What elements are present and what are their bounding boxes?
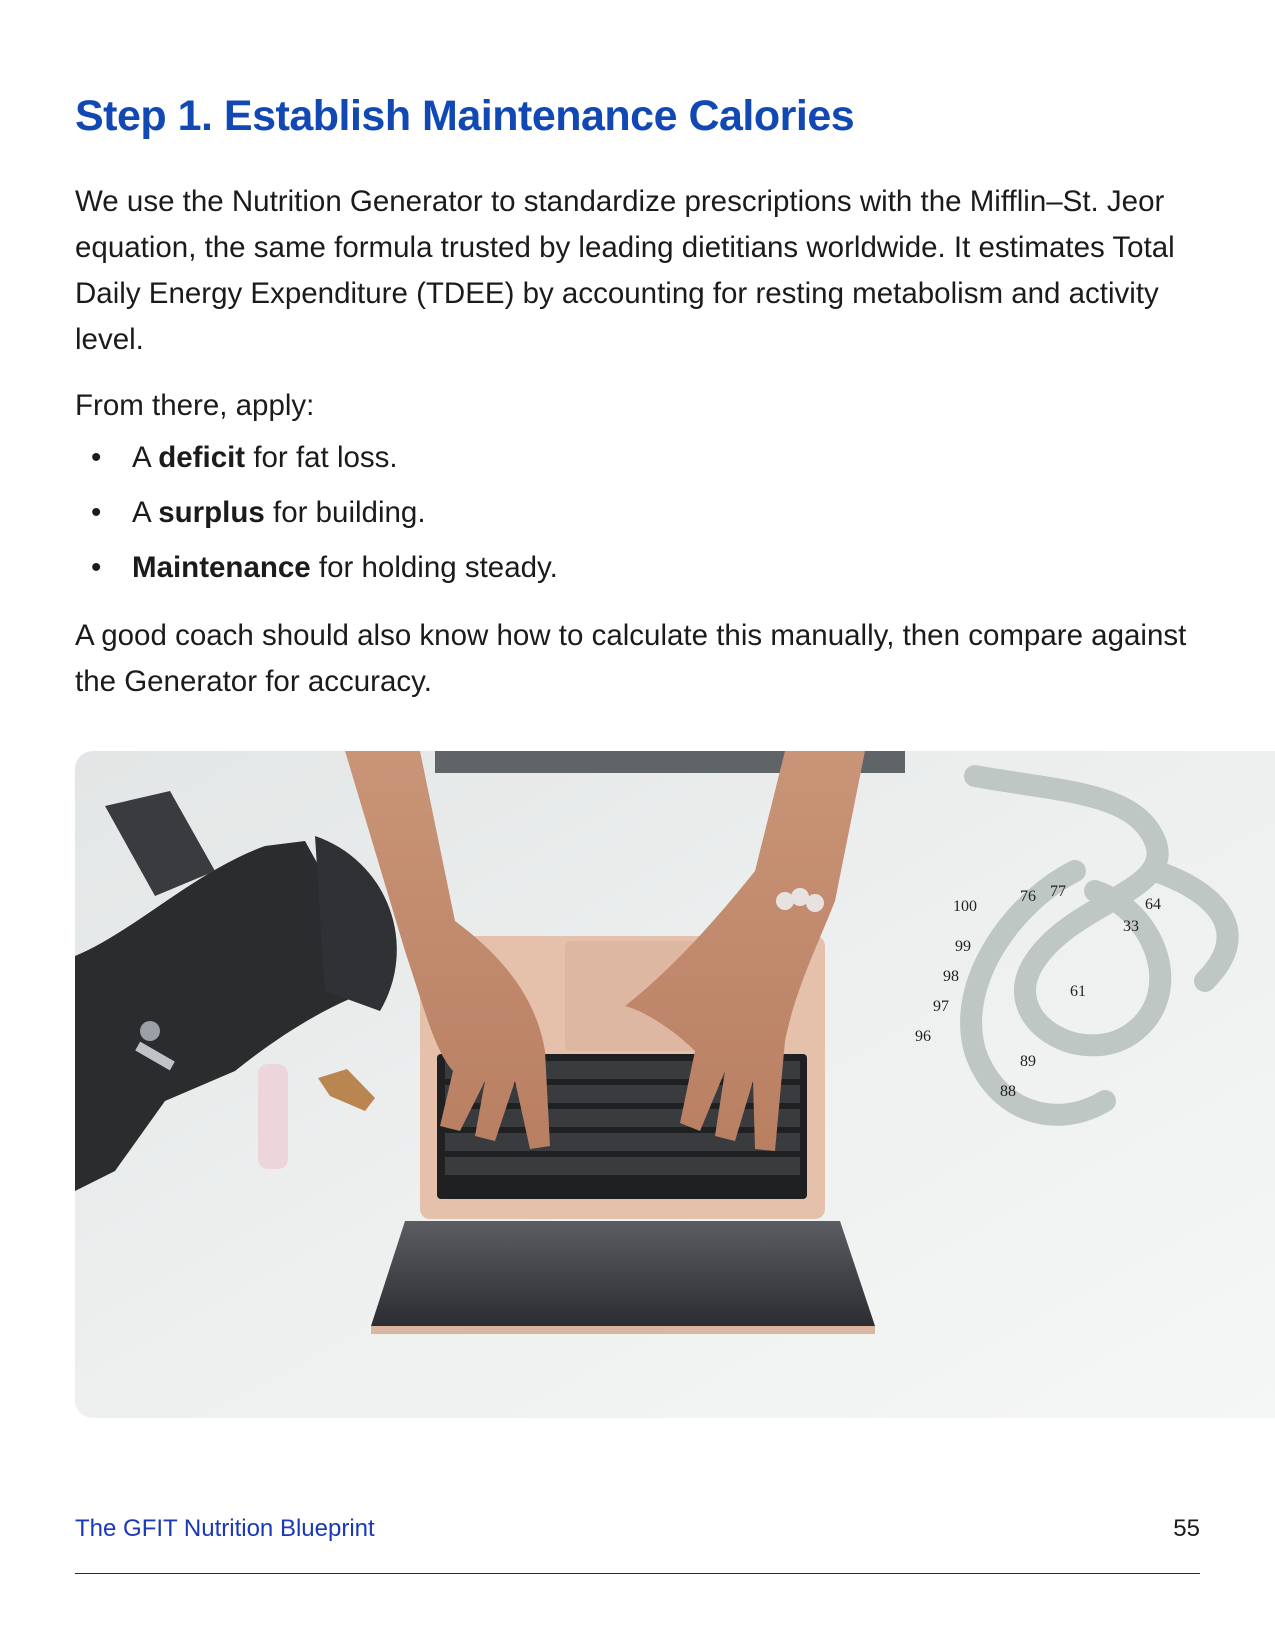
bold-term: Maintenance [132, 551, 311, 584]
tape-number: 88 [1000, 1083, 1016, 1100]
tape-number: 100 [953, 898, 977, 915]
bullet-icon: • [91, 496, 102, 529]
tape-number: 33 [1123, 918, 1139, 935]
page-number: 55 [1173, 1515, 1200, 1542]
bold-term: surplus [158, 496, 265, 529]
tape-number: 97 [933, 998, 949, 1015]
page-heading: Step 1. Establish Maintenance Calories [75, 92, 855, 140]
strategy-list [75, 435, 558, 600]
apply-lead: From there, apply: [75, 389, 315, 422]
tape-number: 89 [1020, 1053, 1036, 1070]
tape-number: 61 [1070, 983, 1086, 1000]
intro-paragraph: We use the Nutrition Generator to standardize prescriptions with the Mifflin–St. Jeor equation, the same formula trusted by leading dietitians worldwide. It estimates Total Daily Energy Expenditure (TDEE) by accounting for resting metabolism and activity level. [75, 185, 1175, 356]
tape-number: 98 [943, 968, 959, 985]
list-item: • Maintenance for holding steady. [75, 545, 558, 600]
tape-number: 99 [955, 938, 971, 955]
tape-number: 76 [1020, 888, 1036, 905]
tape-number: 96 [915, 1028, 931, 1045]
list-item: • A deficit for fat loss. [75, 435, 558, 490]
footer-divider [75, 1573, 1200, 1574]
bullet-icon: • [91, 551, 102, 584]
closing-paragraph: A good coach should also know how to calculate this manually, then compare against the Generator for accuracy. [75, 619, 1187, 698]
list-item: • A surplus for building. [75, 490, 558, 545]
bold-term: deficit [158, 441, 246, 474]
tape-number: 64 [1145, 896, 1161, 913]
tape-number: 77 [1050, 883, 1066, 900]
bullet-icon: • [91, 441, 102, 474]
footer-document-title: The GFIT Nutrition Blueprint [75, 1515, 375, 1542]
laptop-desk-photo [75, 751, 1275, 1418]
pink-crystal-icon [258, 1064, 288, 1169]
